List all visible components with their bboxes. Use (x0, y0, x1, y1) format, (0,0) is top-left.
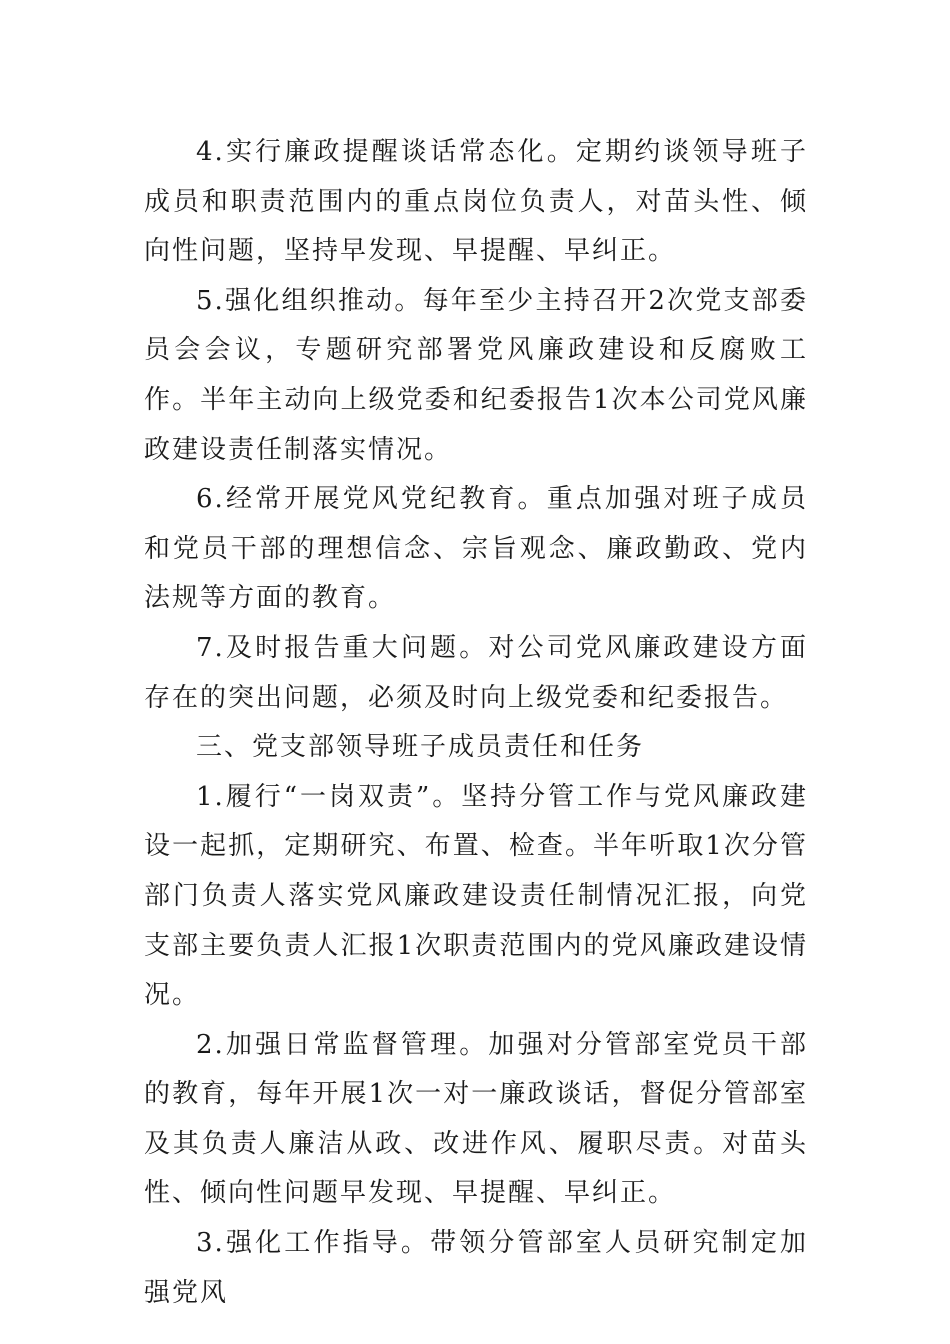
member-duty-1: 1.履行“一岗双责”。坚持分管工作与党风廉政建设一起抓，定期研究、布置、检查。半年听取1次分管部门负责人落实党风廉政建设责任制情况汇报，向党支部主要负责人汇报1次职责范围内的党风廉政建设情况。 (144, 781, 808, 1011)
paragraph-item-4: 4.实行廉政提醒谈话常态化。定期约谈领导班子成员和职责范围内的重点岗位负责人，对苗头性、倾向性问题，坚持早发现、早提醒、早纠正。 (144, 137, 808, 267)
paragraph-item-6: 6.经常开展党风党纪教育。重点加强对班子成员和党员干部的理想信念、宗旨观念、廉政勤政、党内法规等方面的教育。 (144, 484, 808, 614)
document-body (144, 128, 808, 1318)
member-duty-3: 3.强化工作指导。带领分管部室人员研究制定加强党风 (144, 1228, 808, 1308)
section-heading-3: 三、党支部领导班子成员责任和任务 (196, 732, 645, 763)
paragraph-item-7: 7.及时报告重大问题。对公司党风廉政建设方面存在的突出问题，必须及时向上级党委和纪委报告。 (144, 632, 808, 713)
paragraph-item-5: 5.强化组织推动。每年至少主持召开2次党支部委员会会议，专题研究部署党风廉政建设和反腐败工作。半年主动向上级党委和纪委报告1次本公司党风廉政建设责任制落实情况。 (144, 285, 808, 465)
member-duty-2: 2.加强日常监督管理。加强对分管部室党员干部的教育，每年开展1次一对一廉政谈话，督促分管部室及其负责人廉洁从政、改进作风、履职尽责。对苗头性、倾向性问题早发现、早提醒、早纠正。 (144, 1029, 808, 1209)
